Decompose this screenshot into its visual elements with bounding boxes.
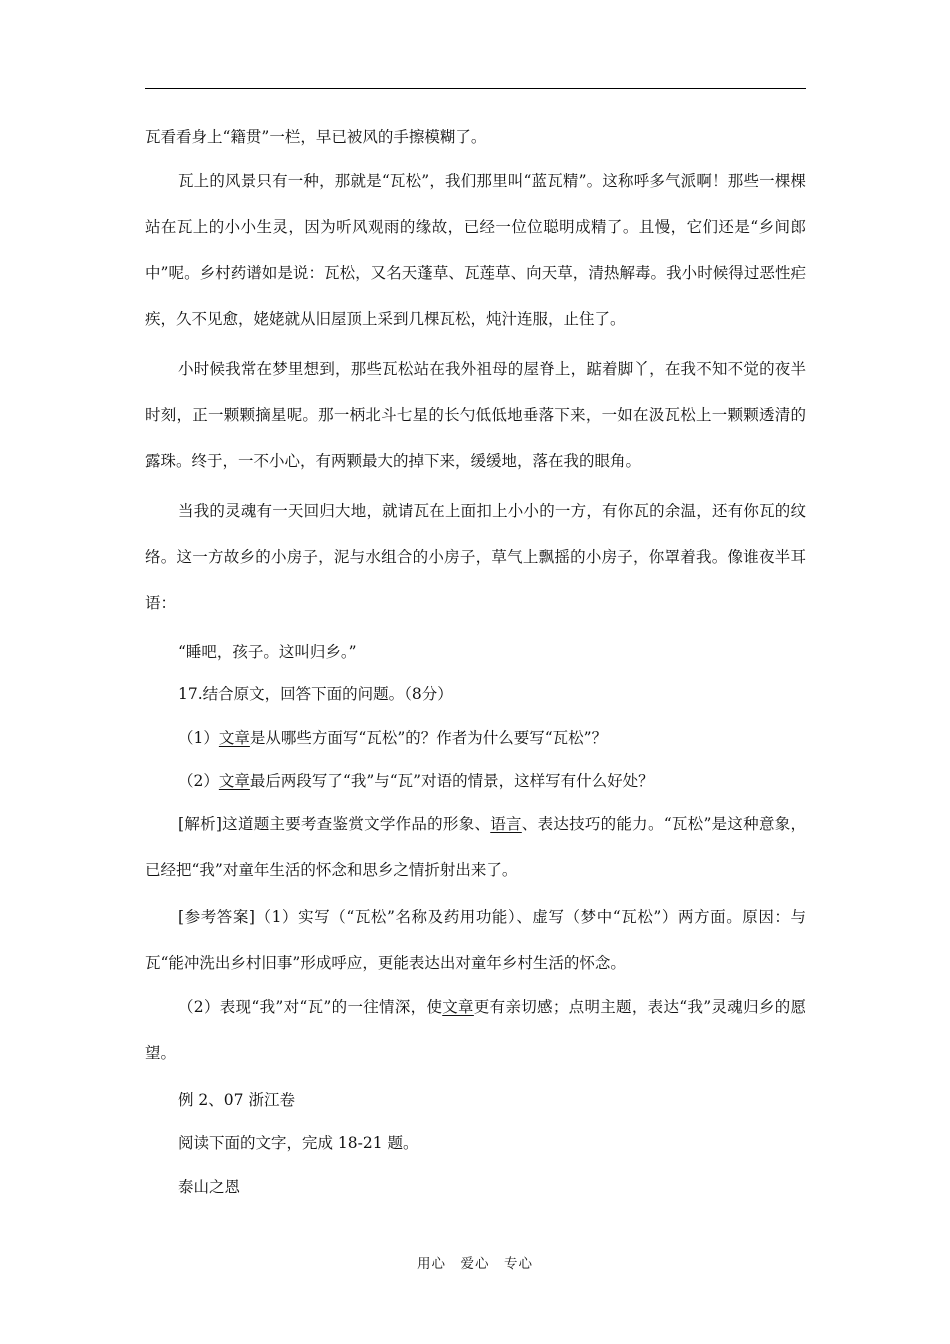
q1-number: （1） (178, 729, 219, 747)
q2-number: （2） (178, 772, 219, 790)
paragraph-continued: 瓦看看身上“籍贯”一栏，早已被风的手擦模糊了。 (145, 128, 487, 146)
answer2-underlined-word: 文章 (442, 998, 474, 1016)
analysis-text-a: [解析]这道题主要考查鉴赏文学作品的形象、 (178, 815, 491, 833)
question-17-2 (178, 771, 839, 791)
example-2-heading: 例 2、07 浙江卷 (178, 1091, 295, 1109)
answer2-text-b: 更有亲切感；点明主题，表达“我”灵魂归乡的愿望。 (145, 998, 806, 1062)
paragraph-soul-return: 当我的灵魂有一天回归大地，就请瓦在上面扣上小小的一方，有你瓦的余温，还有你瓦的纹络。这一方故乡的小房子，泥与水组合的小房子，草气上飘摇的小房子，你罩着我。像谁夜半耳语： (145, 502, 806, 612)
reading-instruction: 阅读下面的文字，完成 18-21 题。 (178, 1134, 419, 1152)
answer2-text-a: （2）表现“我”对“瓦”的一往情深，使 (178, 998, 443, 1016)
analysis-paragraph (145, 801, 806, 893)
paragraph-dream: 小时候我常在梦里想到，那些瓦松站在我外祖母的屋脊上，踮着脚丫，在我不知不觉的夜半时刻，正一颗颗摘星呢。那一柄北斗七星的长勺低低地垂落下来，一如在汲瓦松上一颗颗透清的露珠。终于，一不小心，有两颗最大的掉下来，缓缓地，落在我的眼角。 (145, 360, 806, 470)
analysis-underlined-word: 语言 (490, 815, 522, 833)
q2-text: 最后两段写了“我”与“瓦”对语的情景，这样写有什么好处？ (249, 772, 654, 790)
question-17-1 (178, 728, 839, 748)
passage-title: 泰山之恩 (178, 1178, 241, 1196)
q1-underlined-word: 文章 (218, 729, 250, 747)
analysis-text-b: 、表达技巧的能力。“瓦松”是这种意象，已经把“我”对童年生活的怀念和思乡之情折射出来了。 (145, 815, 806, 879)
quote-line: “睡吧，孩子。这叫归乡。” (178, 643, 357, 661)
header-rule (145, 88, 806, 89)
paragraph-wasong-intro: 瓦上的风景只有一种，那就是“瓦松”，我们那里叫“蓝瓦精”。这称呼多气派啊！那些一棵棵站在瓦上的小小生灵，因为听风观雨的缘故，已经一位位聪明成精了。且慢，它们还是“乡间郎中”呢。乡村药谱如是说：瓦松，又名天蓬草、瓦莲草、向天草，清热解毒。我小时候得过恶性疟疾，久不见愈，姥姥就从旧屋顶上采到几棵瓦松，炖汁连服，止住了。 (145, 172, 806, 328)
q2-underlined-word: 文章 (218, 772, 250, 790)
page-footer: 用心 爱心 专心 (417, 1256, 533, 1272)
q1-text: 是从哪些方面写“瓦松”的？作者为什么要写“瓦松”？ (249, 729, 608, 747)
question-17: 17.结合原文，回答下面的问题。（8分） (178, 685, 453, 703)
answer-part-1: [参考答案]（1）实写（“瓦松”名称及药用功能）、虚写（梦中“瓦松”）两方面。原因：与瓦“能冲洗出乡村旧事”形成呼应，更能表达出对童年乡村生活的怀念。 (145, 908, 806, 972)
answer-part-2 (145, 984, 806, 1076)
